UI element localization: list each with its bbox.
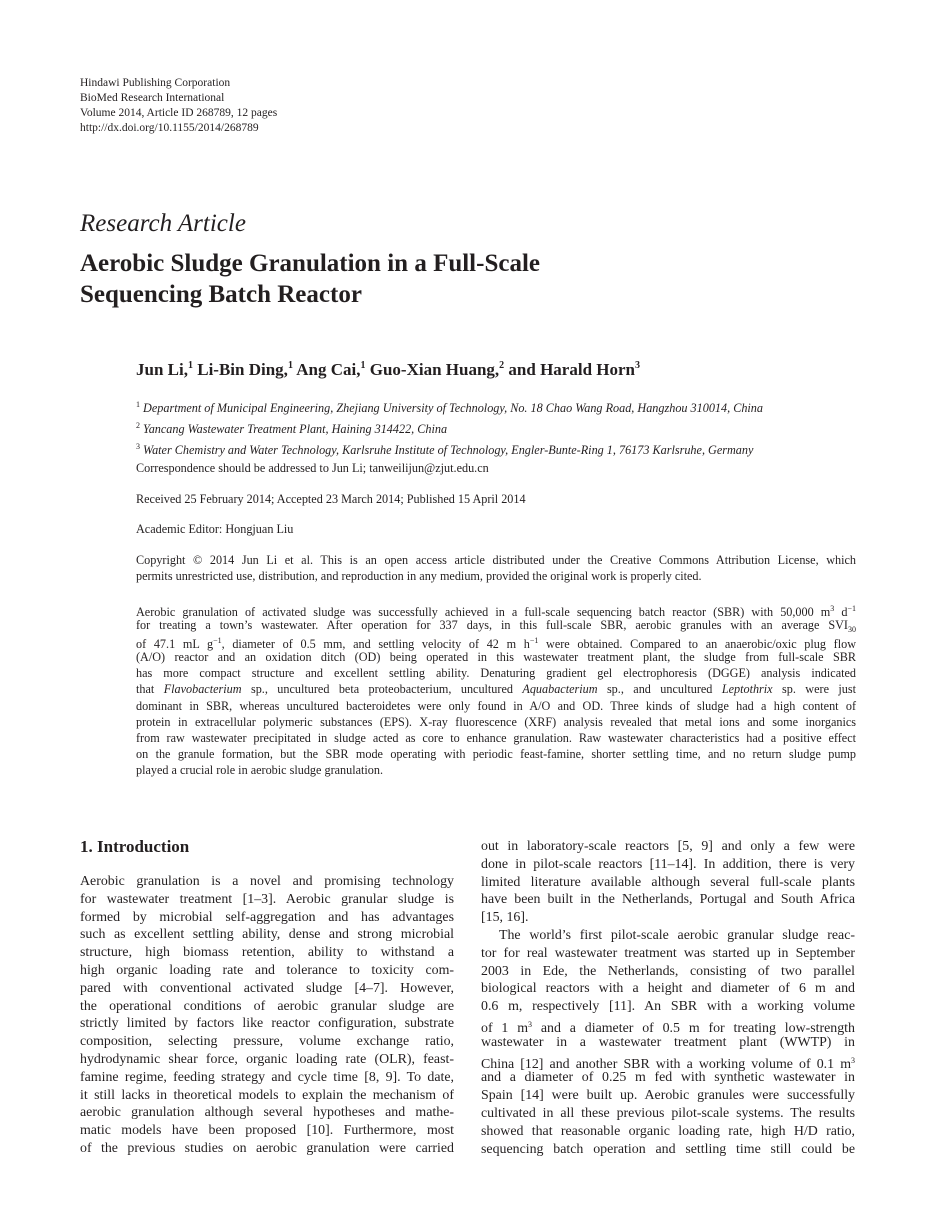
body-line: 0.6 m, respectively [11]. An SBR with a working volume bbox=[481, 999, 855, 1015]
affiliation-text: Department of Municipal Engineering, Zhejiang University of Technology, No. 18 Chao Wang Road, Hangzhou 310014, China bbox=[143, 401, 763, 415]
author-name: Jun Li, bbox=[136, 360, 188, 379]
body-line: of 1 $m^3$ and a diameter of 0.5 m for treating low-strength bbox=[481, 1019, 855, 1036]
author-affiliation-marker: 1 bbox=[360, 360, 366, 371]
body-line: biological reactors with a height and diameter of 6 m and bbox=[481, 981, 855, 997]
body-line: composition, selecting pressure, volume exchange ratio, bbox=[80, 1034, 454, 1050]
abstract-line: on the granule formation, but the SBR mode operating with periodic feast-famine, shorter settling time, and no return sludge pump bbox=[136, 746, 856, 761]
article-title bbox=[80, 248, 540, 310]
body-line: out in laboratory-scale reactors [5, 9] and only a few were bbox=[481, 839, 855, 854]
body-line: famine regime, feeding strategy and cycle time [8, 9]. To date, bbox=[80, 1069, 454, 1085]
academic-editor: Academic Editor: Hongjuan Liu bbox=[136, 522, 294, 536]
journal-header bbox=[80, 76, 277, 136]
body-line: Aerobic granulation is a novel and promising technology bbox=[80, 874, 454, 889]
publisher: Hindawi Publishing Corporation bbox=[80, 77, 231, 89]
body-line: aerobic granulation although several hypotheses and mathe- bbox=[80, 1105, 454, 1121]
abstract-line: Aerobic granulation of activated sludge was successfully achieved in a full-scale sequencing batch reactor (SBR) with 50,000 $m^3$ $d^{-1}$ bbox=[136, 604, 856, 619]
affiliation-item bbox=[136, 417, 763, 438]
body-line: formed by microbial self-aggregation and has advantages bbox=[80, 909, 454, 925]
affiliation-number: 1 bbox=[136, 400, 140, 409]
correspondence: Correspondence should be addressed to Jun Li; tanweilijun@zjut.edu.cn bbox=[136, 461, 489, 475]
body-line: it still lacks in theoretical models to explain the mechanism of bbox=[80, 1087, 454, 1103]
copyright-notice bbox=[136, 552, 856, 584]
author-affiliation-marker: 3 bbox=[635, 360, 641, 371]
journal-name: BioMed Research International bbox=[80, 92, 225, 104]
affiliation-item bbox=[136, 438, 763, 459]
right-column bbox=[481, 838, 855, 1158]
body-line: pared with conventional activated sludge [4–7]. However, bbox=[80, 980, 454, 996]
author-affiliation-marker: 2 bbox=[499, 360, 505, 371]
left-column bbox=[80, 873, 454, 1158]
abstract bbox=[136, 601, 856, 778]
author-name: Li-Bin Ding, bbox=[197, 360, 288, 379]
body-line: The world’s first pilot-scale aerobic granular sludge reac- bbox=[499, 927, 855, 943]
affiliations bbox=[136, 396, 763, 459]
body-line: wastewater in a wastewater treatment plant (WWTP) in bbox=[481, 1034, 855, 1050]
body-line: 2003 in Ede, the Netherlands, consisting of two parallel bbox=[481, 963, 855, 979]
title-line-1: Aerobic Sludge Granulation in a Full-Scale bbox=[80, 250, 540, 277]
body-line: strictly limited by factors like reactor configuration, substrate bbox=[80, 1016, 454, 1032]
abstract-line: played a crucial role in aerobic sludge granulation. bbox=[136, 762, 384, 777]
abstract-line: from raw wastewater precipitated in sludge acted as core to enhance granulation. Raw wastewater characteristics had a positive effect bbox=[136, 730, 856, 745]
abstract-line: (A/O) reactor and an oxidation ditch (OD) being operated in this wastewater treatment plant, the sludge from full-scale SBR bbox=[136, 650, 856, 665]
abstract-line: that Flavobacterium sp., uncultured beta proteobacterium, uncultured Aquabacterium sp., and uncultured Leptothrix sp. were just bbox=[136, 682, 856, 697]
body-line: of the previous studies on aerobic granulation were carried bbox=[80, 1140, 454, 1156]
body-line: for wastewater treatment [1–3]. Aerobic granular sludge is bbox=[80, 891, 454, 907]
abstract-line: dominant in SBR, whereas uncultured bacteroidetes were only found in A/O and OD. Three kinds of sludge had a high content of bbox=[136, 698, 856, 713]
body-line: tor for real wastewater treatment was started up in September bbox=[481, 945, 855, 961]
author-list bbox=[136, 360, 640, 380]
doi-link[interactable]: http://dx.doi.org/10.1155/2014/268789 bbox=[80, 122, 259, 134]
article-type: Research Article bbox=[80, 210, 246, 237]
body-line: structure, high biomass retention, ability to withstand a bbox=[80, 945, 454, 961]
body-line: hydrodynamic shear force, organic loading rate (OLR), feast- bbox=[80, 1051, 454, 1067]
author-name: and Harald Horn bbox=[508, 360, 636, 379]
body-line: matic models have been proposed [10]. Furthermore, most bbox=[80, 1123, 454, 1139]
volume-info: Volume 2014, Article ID 268789, 12 pages bbox=[80, 107, 278, 119]
body-line: cultivated in all these previous pilot-scale systems. The results bbox=[481, 1105, 855, 1121]
author-name: Guo-Xian Huang, bbox=[369, 360, 500, 379]
abstract-line: has more compact structure and excellent settling ability. Denaturing gradient gel electrophoresis (DGGE) analysis indicated bbox=[136, 666, 856, 681]
publication-dates: Received 25 February 2014; Accepted 23 March 2014; Published 15 April 2014 bbox=[136, 492, 526, 506]
body-line: have been built in the Netherlands, Portugal and South Africa bbox=[481, 892, 855, 908]
body-line: limited literature available although several full-scale plants bbox=[481, 874, 855, 890]
body-line: such as excellent settling ability, dense and strong microbial bbox=[80, 927, 454, 943]
affiliation-number: 3 bbox=[136, 442, 140, 451]
abstract-line: for treating a town’s wastewater. After operation for 337 days, in this full-scale SBR, aerobic granules with an average $SVI_{30}$ bbox=[136, 618, 856, 635]
body-line: sequencing batch operation and settling time still could be bbox=[481, 1141, 855, 1157]
body-line: high organic loading rate and tolerance to toxicity com- bbox=[80, 962, 454, 978]
body-line: and a diameter of 0.25 m fed with synthetic wastewater in bbox=[481, 1070, 855, 1086]
affiliation-number: 2 bbox=[136, 421, 140, 430]
body-line: Spain [14] were built up. Aerobic granules were successfully bbox=[481, 1088, 855, 1104]
abstract-line: protein in extracellular polymeric substances (EPS). X-ray fluorescence (XRF) analysis revealed that metal ions and some inorganics bbox=[136, 714, 856, 729]
body-line: [15, 16]. bbox=[481, 910, 529, 926]
section-heading: 1. Introduction bbox=[80, 837, 190, 856]
author-affiliation-marker: 1 bbox=[287, 360, 293, 371]
body-line: the operational conditions of aerobic granular sludge are bbox=[80, 998, 454, 1014]
author-affiliation-marker: 1 bbox=[187, 360, 193, 371]
copyright-line: permits unrestricted use, distribution, and reproduction in any medium, provided the original work is properly cited. bbox=[136, 569, 702, 583]
copyright-line: Copyright © 2014 Jun Li et al. This is an open access article distributed under the Creative Commons Attribution License, which bbox=[136, 553, 856, 567]
affiliation-text: Water Chemistry and Water Technology, Karlsruhe Institute of Technology, Engler-Bunte-Ring 1, 76173 Karlsruhe, Germany bbox=[143, 443, 754, 457]
affiliation-text: Yancang Wastewater Treatment Plant, Haining 314422, China bbox=[143, 422, 448, 436]
abstract-line: of 47.1 mL $g^{-1}$, diameter of 0.5 mm, and settling velocity of 42 m $h^{-1}$ were obtained. Compared to an anaerobic/oxic plug flow bbox=[136, 636, 856, 652]
title-line-2: Sequencing Batch Reactor bbox=[80, 281, 362, 308]
body-line: China [12] and another SBR with a working volume of 0.1 $m^3$ bbox=[481, 1055, 855, 1072]
author-name: Ang Cai, bbox=[296, 360, 361, 379]
affiliation-item bbox=[136, 396, 763, 417]
body-line: showed that reasonable organic loading rate, high H/D ratio, bbox=[481, 1123, 855, 1139]
body-line: done in pilot-scale reactors [11–14]. In addition, there is very bbox=[481, 856, 855, 872]
